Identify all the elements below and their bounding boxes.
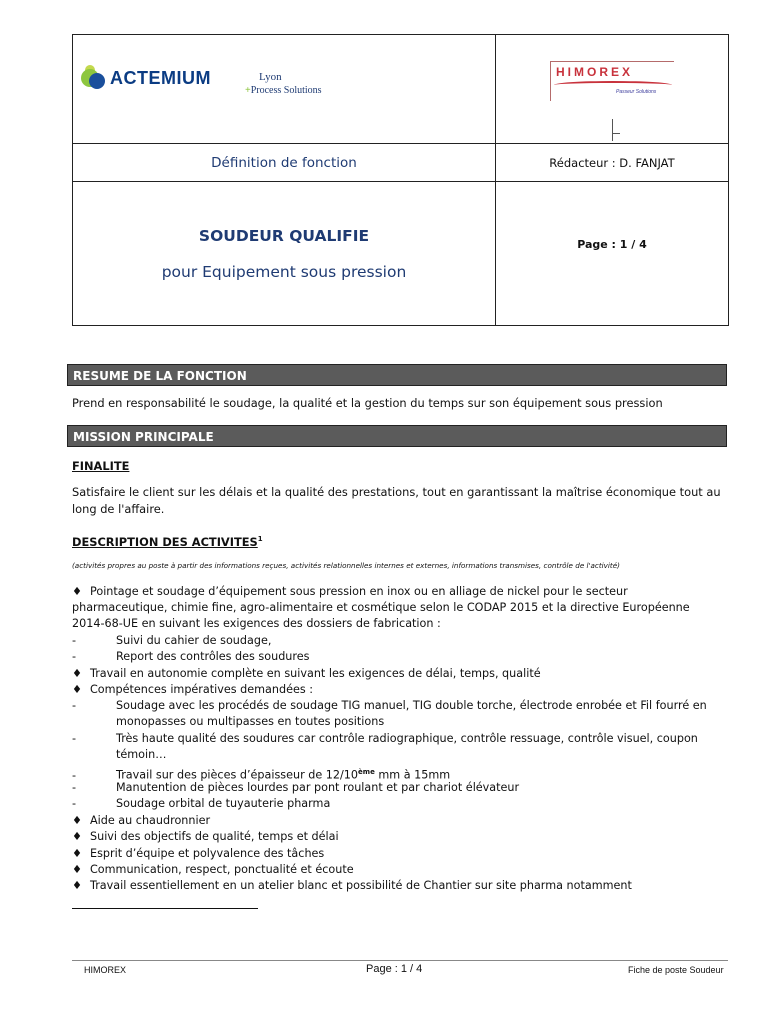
job-title-cell [73,182,496,326]
description-note: (activités propres au poste à partir des informations reçues, activités relationnelles internes et externes, informations transmises, contrôle de l'activité) [72,561,620,570]
bullet-icon: ♦ [72,847,83,860]
footnote-marker: 1 [257,535,263,543]
detail-7: - Soudage orbital de tuyauterie pharma [72,797,331,810]
himorex-name: HIMOREX [556,65,634,79]
footnote-separator [72,908,258,909]
detail-5: - Travail sur des pièces d’épaisseur de 12/10ème mm à 15mm [72,768,451,782]
process-solutions-text: Process Solutions [250,85,322,96]
actemium-logo-cell [73,35,496,144]
detail-6: - Manutention de pièces lourdes par pont roulant et par chariot élévateur [72,781,520,794]
lyon-label: Lyon [259,71,282,83]
activity-1-line-1: ♦ Pointage et soudage d’équipement sous pression en inox ou en alliage de nickel pour le secteur [72,584,722,600]
activity-7: ♦ Communication, respect, ponctualité et écoute [72,862,722,878]
bullet-icon: ♦ [72,585,83,598]
bullet-icon: ♦ [72,667,83,680]
footer-doc-title: Fiche de poste Soudeur [628,965,724,975]
detail-1: - Suivi du cahier de soudage, [72,634,272,647]
actemium-logo [81,65,211,91]
bullet-icon: ♦ [72,830,83,843]
finalite-label: FINALITE [72,459,130,473]
process-solutions-label [245,85,322,96]
activity-6: ♦ Esprit d’équipe et polyvalence des tâches [72,846,722,862]
header-table [72,34,729,326]
activity-8: ♦ Travail essentiellement en un atelier blanc et possibilité de Chantier sur site pharma notamment [72,878,722,894]
detail-4-line-1: - Très haute qualité des soudures car contrôle radiographique, contrôle ressuage, contrôle visuel, coupon [72,732,698,745]
finalite-line-2: long de l'affaire. [72,502,165,516]
bullet-icon: ♦ [72,863,83,876]
himorex-swoosh-icon [554,81,672,89]
bullet-icon: ♦ [72,683,83,696]
finalite-line-1: Satisfaire le client sur les délais et la qualité des prestations, tout en garantissant la maîtrise économique tout au [72,485,721,499]
detail-4-line-2: témoin… [116,748,167,761]
page-number: Page : 1 / 4 [496,182,729,326]
himorex-tagline: Passeur Solutions [616,89,657,95]
resume-heading: RESUME DE LA FONCTION [67,364,727,386]
job-subtitle: pour Equipement sous pression [161,262,407,281]
footer-company: HIMOREX [84,965,127,975]
himorex-logo-cell [496,35,729,144]
definition-de-fonction: Définition de fonction [73,144,496,182]
detail-3-line-2: monopasses ou multipasses en toutes positions [116,715,385,728]
activity-3: ♦ Compétences impératives demandées : [72,682,722,698]
activity-2: ♦ Travail en autonomie complète en suivant les exigences de délai, temps, qualité [72,666,722,682]
activity-4: ♦ Aide au chaudronnier [72,813,722,829]
plus-icon: + [245,85,251,96]
actemium-mark-icon [81,65,107,91]
bullet-icon: ♦ [72,814,83,827]
footer-rule [72,960,728,961]
bullet-icon: ♦ [72,879,83,892]
description-label: DESCRIPTION DES ACTIVITES$^1$ [72,534,263,549]
activity-1-line-2: pharmaceutique, chimie fine, agro-alimentaire et cosmétique selon le CODAP 2015 et la directive Européenne [72,601,690,614]
himorex-logo [550,61,674,101]
activity-1-line-3: 2014-68-UE en suivant les exigences des dossiers de fabrication : [72,617,441,630]
resume-text: Prend en responsabilité le soudage, la qualité et la gestion du temps sur son équipement sous pression [72,396,663,410]
actemium-name: ACTEMIUM [110,67,211,88]
detail-3-line-1: - Soudage avec les procédés de soudage TIG manuel, TIG double torche, électrode enrobée et Fil fourré en [72,699,707,712]
activity-5: ♦ Suivi des objectifs de qualité, temps et délai [72,829,722,845]
detail-2: - Report des contrôles des soudures [72,650,310,663]
job-title: SOUDEUR QUALIFIE [198,226,370,245]
mission-heading: MISSION PRINCIPALE [67,425,727,447]
footer-page: Page : 1 / 4 [366,963,423,975]
redacteur: Rédacteur : D. FANJAT [496,144,729,182]
